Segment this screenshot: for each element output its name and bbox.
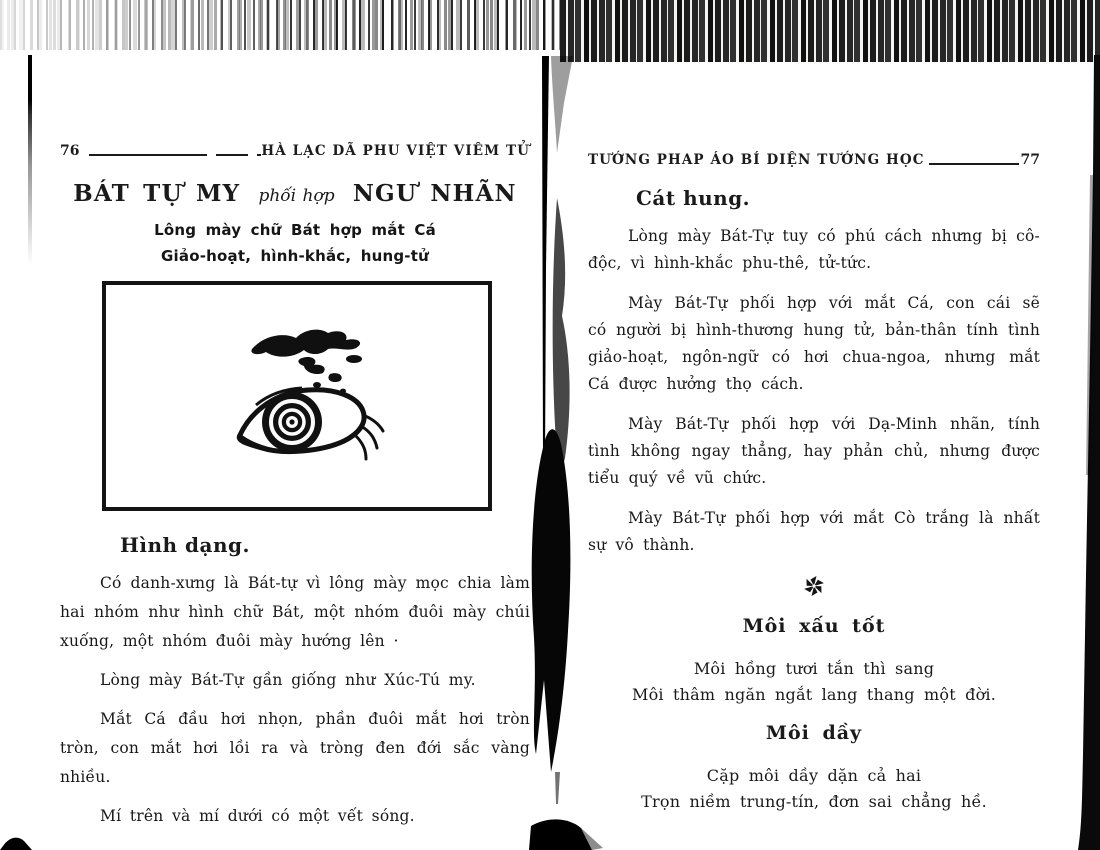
chapter-subtitle-2: Giảo-hoạt, hình-khắc, hung-tử — [161, 247, 429, 265]
poem-line: Môi hồng tươi tắn thì sang — [693, 659, 935, 678]
pinwheel-asterisk-icon — [803, 575, 825, 597]
paragraph: Mắt Cá đầu hơi nhọn, phần đuôi mắt hơi tròn tròn, con mắt hơi lồi ra và tròng đen đới sắc vàng nhiều. — [60, 710, 530, 786]
page-right — [588, 152, 1040, 815]
poem-couplet — [588, 656, 1040, 708]
header-rule — [929, 163, 1019, 165]
fish-eye-eyebrow-illustration — [106, 285, 488, 507]
scan-corner-blemish — [0, 828, 40, 850]
eye-illustration-frame — [102, 281, 492, 511]
running-header-text-right: TƯỚNG PHAP ÁO BÍ DIỆN TƯỚNG HỌC — [588, 152, 925, 168]
scan-stripe-artifact-right — [560, 0, 1100, 62]
poem-line: Môi thâm ngăn ngắt lang thang một đời. — [631, 685, 997, 704]
running-header-text-left: HÀ LẠC DÃ PHU VIỆT VIÊM TỬ — [261, 143, 530, 159]
page-number-right: 77 — [1020, 152, 1040, 168]
paragraph: Có danh-xưng là Bát-tự vì lông mày mọc chia làm hai nhóm như hình chữ Bát, một nhóm đuôi mày chúi xuống, một nhóm đuôi mày hướng lên · — [60, 574, 530, 650]
paragraph: Mày Bát-Tự phối hợp với mắt Cò trắng là nhất sự vô thành. — [588, 509, 1040, 554]
section-heading-hinh-dang: Hình dạng. — [120, 533, 250, 557]
title-connector: phối hợp — [258, 186, 335, 206]
title-main-2: NGƯ NHÃN — [352, 180, 517, 207]
header-rule — [89, 154, 207, 156]
title-main-1: BÁT TỰ MY — [73, 180, 241, 207]
paragraph: Mày Bát-Tự phối hợp với mắt Cá, con cái sẽ có người bị hình-thương hung tử, bản-thân tính tình giảo-hoạt, ngôn-ngữ có hơi chua-ngoa, nhưng mắt Cá được hưởng thọ cách. — [588, 294, 1040, 393]
eyebrow-ink-splat — [251, 330, 362, 394]
chapter-subtitle-1: Lông mày chữ Bát hợp mắt Cá — [154, 221, 436, 239]
poem-line: Trọn niềm trung-tín, đơn sai chẳng hề. — [641, 792, 987, 811]
poem-heading-moi-day: Môi dầy — [765, 722, 863, 744]
running-header-right — [588, 152, 1040, 168]
paragraph: Lòng mày Bát-Tự tuy có phú cách nhưng bị cô-độc, vì hình-khắc phu-thê, tử-tức. — [588, 227, 1040, 272]
poem-heading-moi-xau-tot: Môi xấu tốt — [742, 615, 886, 637]
paragraph: Mày Bát-Tự phối hợp với Dạ-Minh nhãn, tính tình không ngay thẳng, hay phản chủ, nhưng được tiểu quý về vũ chức. — [588, 415, 1040, 487]
fish-eye-drawing — [239, 388, 383, 459]
page-edge-shadow-right — [1040, 55, 1100, 850]
page-number-left: 76 — [60, 143, 80, 159]
scan-stripe-artifact-left — [0, 0, 560, 50]
header-rule — [216, 154, 248, 156]
section-heading-cat-hung: Cát hung. — [636, 186, 751, 210]
chapter-title-block — [60, 179, 530, 269]
poem-line: Cặp môi dầy dặn cả hai — [706, 766, 922, 785]
paragraph: Lòng mày Bát-Tự gần giống như Xúc-Tú my. — [100, 671, 476, 689]
poem-couplet — [588, 763, 1040, 815]
running-header-left — [60, 143, 530, 159]
page-edge-line — [28, 55, 32, 265]
page-left — [60, 143, 530, 831]
chapter-title — [60, 179, 530, 211]
paragraph: Mí trên và mí dưới có một vết sóng. — [100, 807, 415, 825]
section-divider — [588, 575, 1040, 601]
